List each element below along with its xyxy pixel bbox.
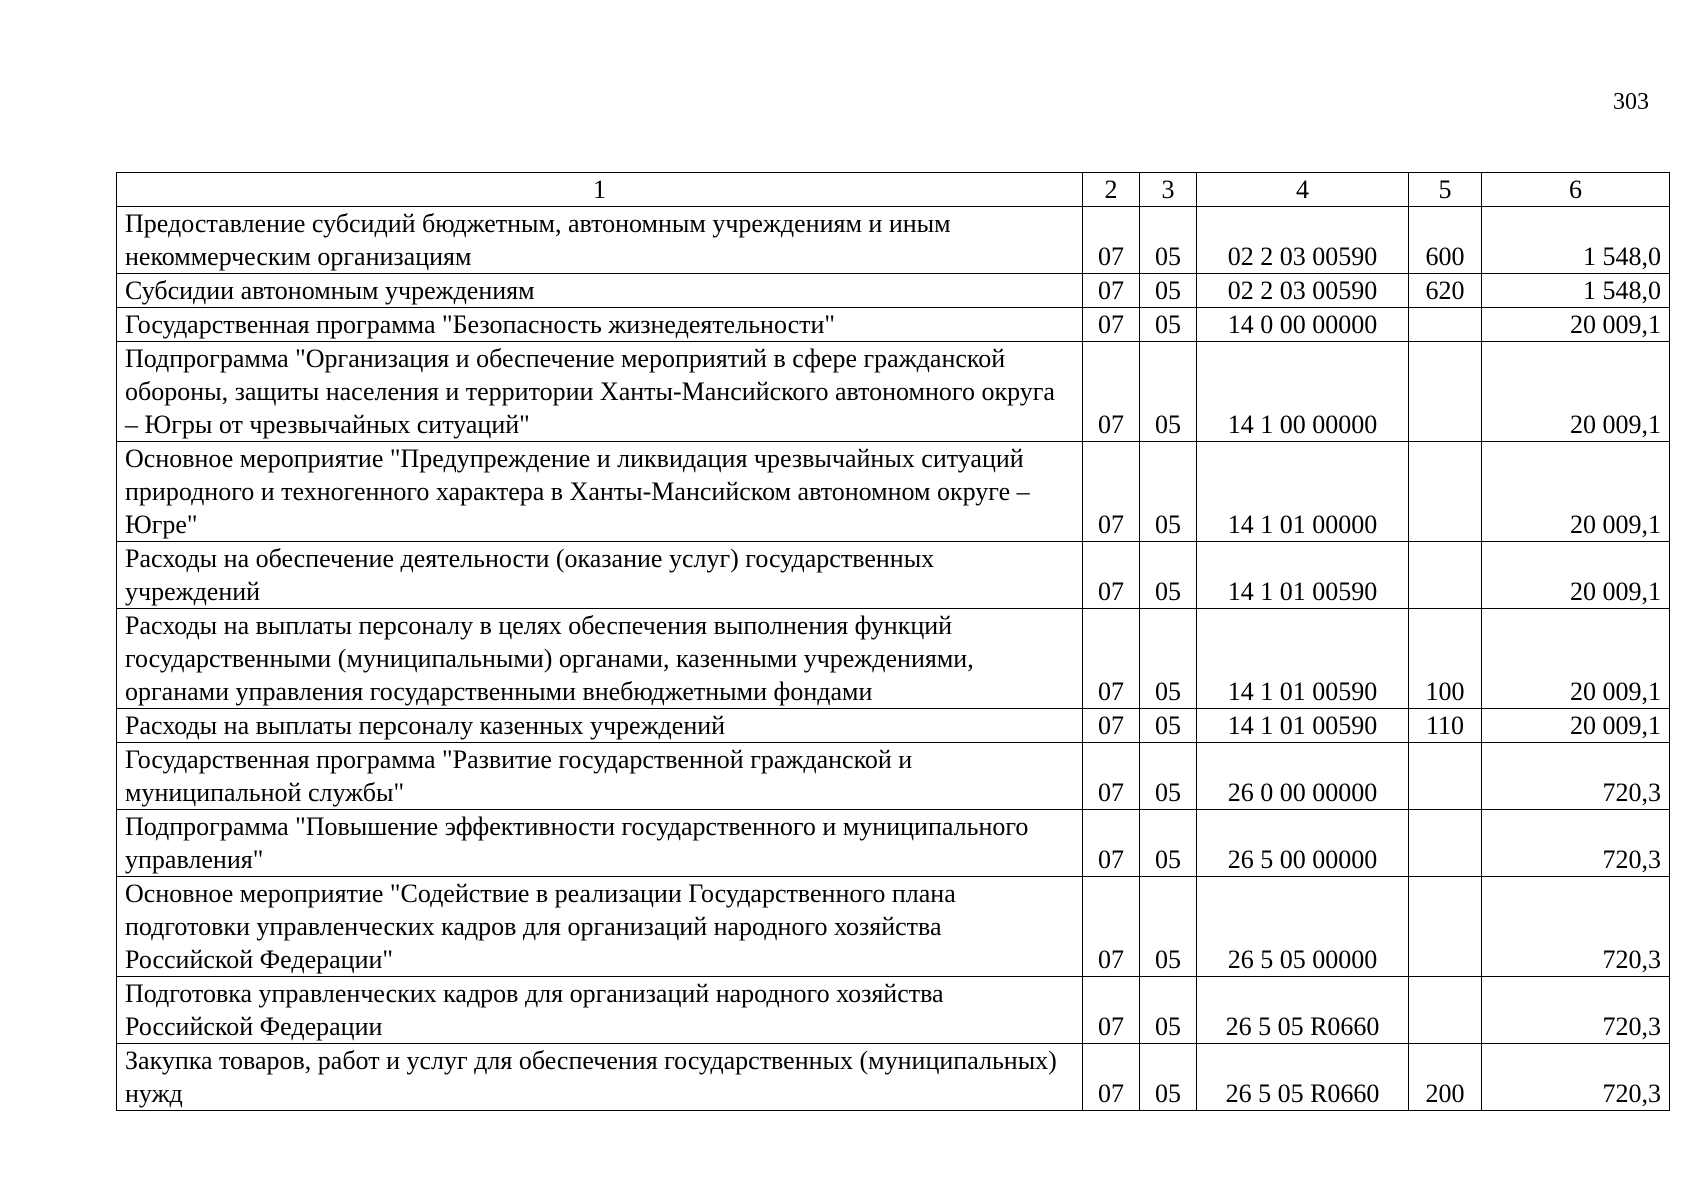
cell-section: 07: [1083, 743, 1140, 810]
cell-subsection: 05: [1140, 877, 1197, 977]
cell-expense-type: [1409, 877, 1482, 977]
cell-amount: 720,3: [1482, 977, 1670, 1044]
cell-subsection: 05: [1140, 442, 1197, 542]
cell-subsection: 05: [1140, 207, 1197, 274]
cell-name: Государственная программа "Безопасность жизнедеятельности": [117, 308, 1083, 342]
cell-expense-type: [1409, 810, 1482, 877]
cell-subsection: 05: [1140, 810, 1197, 877]
budget-table: [116, 172, 1670, 1111]
cell-name: Расходы на выплаты персоналу казенных учреждений: [117, 709, 1083, 743]
cell-name: Предоставление субсидий бюджетным, автономным учреждениям и иным некоммерческим организациям: [117, 207, 1083, 274]
cell-subsection: 05: [1140, 977, 1197, 1044]
cell-amount: 20 009,1: [1482, 308, 1670, 342]
table-row: [117, 308, 1670, 342]
table-row: [117, 609, 1670, 709]
cell-target-article: 02 2 03 00590: [1197, 207, 1409, 274]
cell-amount: 20 009,1: [1482, 442, 1670, 542]
table-row: [117, 743, 1670, 810]
cell-amount: 20 009,1: [1482, 342, 1670, 442]
table-row: [117, 542, 1670, 609]
table-row: [117, 1044, 1670, 1111]
cell-name: Подготовка управленческих кадров для организаций народного хозяйства Российской Федерации: [117, 977, 1083, 1044]
cell-section: 07: [1083, 274, 1140, 308]
cell-name: Основное мероприятие "Предупреждение и ликвидация чрезвычайных ситуаций природного и техногенного характера в Ханты-Мансийском автономном округе – Югре": [117, 442, 1083, 542]
cell-subsection: 05: [1140, 709, 1197, 743]
cell-subsection: 05: [1140, 743, 1197, 810]
cell-section: 07: [1083, 977, 1140, 1044]
cell-section: 07: [1083, 442, 1140, 542]
cell-amount: 720,3: [1482, 810, 1670, 877]
cell-section: 07: [1083, 308, 1140, 342]
cell-section: 07: [1083, 542, 1140, 609]
cell-subsection: 05: [1140, 342, 1197, 442]
column-header-expense-type: 5: [1409, 173, 1482, 207]
column-header-subsection: 3: [1140, 173, 1197, 207]
cell-expense-type: [1409, 743, 1482, 810]
cell-amount: 20 009,1: [1482, 609, 1670, 709]
cell-target-article: 26 5 05 00000: [1197, 877, 1409, 977]
cell-name: Субсидии автономным учреждениям: [117, 274, 1083, 308]
cell-name: Подпрограмма "Организация и обеспечение мероприятий в сфере гражданской обороны, защиты населения и территории Ханты-Мансийского автономного округа – Югры от чрезвычайных ситуаций": [117, 342, 1083, 442]
cell-target-article: 14 1 01 00590: [1197, 709, 1409, 743]
cell-section: 07: [1083, 342, 1140, 442]
cell-amount: 20 009,1: [1482, 542, 1670, 609]
cell-target-article: 26 0 00 00000: [1197, 743, 1409, 810]
cell-name: Подпрограмма "Повышение эффективности государственного и муниципального управления": [117, 810, 1083, 877]
cell-expense-type: 620: [1409, 274, 1482, 308]
table-row: [117, 810, 1670, 877]
cell-section: 07: [1083, 877, 1140, 977]
cell-subsection: 05: [1140, 542, 1197, 609]
cell-target-article: 14 1 01 00590: [1197, 609, 1409, 709]
column-header-target-article: 4: [1197, 173, 1409, 207]
cell-expense-type: [1409, 442, 1482, 542]
cell-expense-type: [1409, 308, 1482, 342]
cell-subsection: 05: [1140, 274, 1197, 308]
cell-section: 07: [1083, 609, 1140, 709]
cell-section: 07: [1083, 709, 1140, 743]
cell-expense-type: 110: [1409, 709, 1482, 743]
cell-target-article: 26 5 05 R0660: [1197, 1044, 1409, 1111]
table-body: [117, 207, 1670, 1111]
cell-amount: 1 548,0: [1482, 274, 1670, 308]
cell-amount: 1 548,0: [1482, 207, 1670, 274]
cell-amount: 20 009,1: [1482, 709, 1670, 743]
table-row: [117, 207, 1670, 274]
table-row: [117, 342, 1670, 442]
cell-subsection: 05: [1140, 609, 1197, 709]
cell-target-article: 14 1 01 00590: [1197, 542, 1409, 609]
cell-name: Расходы на обеспечение деятельности (оказание услуг) государственных учреждений: [117, 542, 1083, 609]
table-header-row: [117, 173, 1670, 207]
cell-amount: 720,3: [1482, 877, 1670, 977]
cell-section: 07: [1083, 810, 1140, 877]
cell-target-article: 02 2 03 00590: [1197, 274, 1409, 308]
column-header-amount: 6: [1482, 173, 1670, 207]
column-header-section: 2: [1083, 173, 1140, 207]
cell-name: Государственная программа "Развитие государственной гражданской и муниципальной службы": [117, 743, 1083, 810]
cell-section: 07: [1083, 1044, 1140, 1111]
table-row: [117, 442, 1670, 542]
cell-subsection: 05: [1140, 1044, 1197, 1111]
cell-expense-type: [1409, 542, 1482, 609]
cell-target-article: 14 1 01 00000: [1197, 442, 1409, 542]
cell-section: 07: [1083, 207, 1140, 274]
cell-amount: 720,3: [1482, 1044, 1670, 1111]
page-number: 303: [1613, 89, 1649, 115]
table-row: [117, 877, 1670, 977]
cell-target-article: 26 5 00 00000: [1197, 810, 1409, 877]
cell-subsection: 05: [1140, 308, 1197, 342]
cell-expense-type: 100: [1409, 609, 1482, 709]
cell-target-article: 14 1 00 00000: [1197, 342, 1409, 442]
column-header-name: 1: [117, 173, 1083, 207]
cell-expense-type: 200: [1409, 1044, 1482, 1111]
cell-expense-type: 600: [1409, 207, 1482, 274]
cell-name: Расходы на выплаты персоналу в целях обеспечения выполнения функций государственными (муниципальными) органами, казенными учреждениями, органами управления государственными внебюджетными фондами: [117, 609, 1083, 709]
table-row: [117, 274, 1670, 308]
cell-expense-type: [1409, 342, 1482, 442]
cell-target-article: 26 5 05 R0660: [1197, 977, 1409, 1044]
cell-name: Закупка товаров, работ и услуг для обеспечения государственных (муниципальных) нужд: [117, 1044, 1083, 1111]
table-row: [117, 977, 1670, 1044]
cell-expense-type: [1409, 977, 1482, 1044]
cell-name: Основное мероприятие "Содействие в реализации Государственного плана подготовки управленческих кадров для организаций народного хозяйства Российской Федерации": [117, 877, 1083, 977]
cell-target-article: 14 0 00 00000: [1197, 308, 1409, 342]
table-row: [117, 709, 1670, 743]
cell-amount: 720,3: [1482, 743, 1670, 810]
